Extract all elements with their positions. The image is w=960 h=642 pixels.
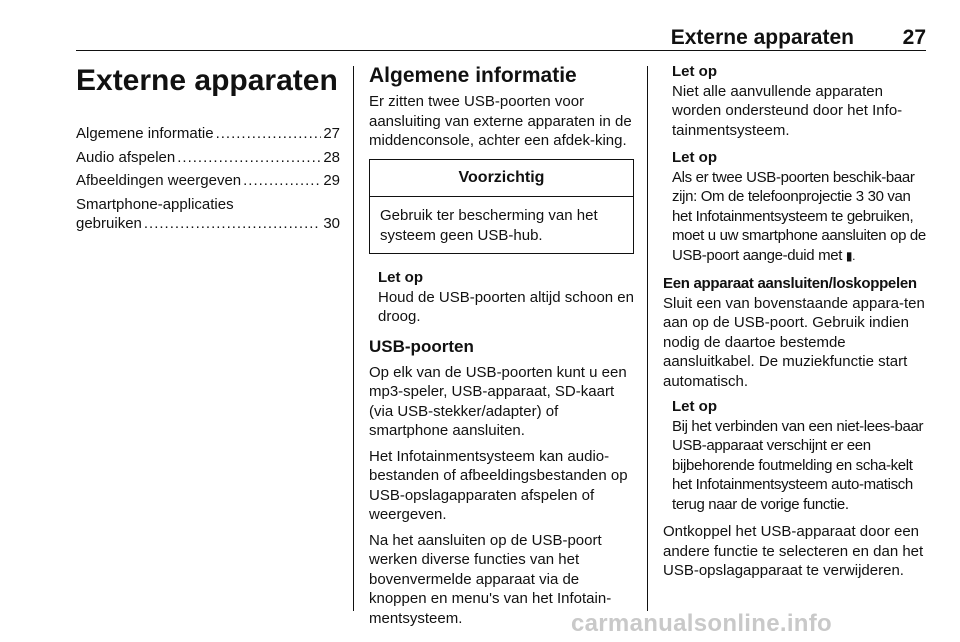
toc-label: Afbeeldingen weergeven bbox=[76, 172, 242, 189]
note-label: Let op bbox=[672, 63, 717, 80]
subsection-heading: USB-poorten bbox=[369, 336, 474, 356]
chapter-title: Externe apparaten bbox=[76, 64, 338, 97]
note-label: Let op bbox=[672, 398, 717, 415]
toc-item[interactable] bbox=[76, 148, 340, 168]
toc-item[interactable] bbox=[76, 171, 340, 191]
paragraph: Er zitten twee USB-poorten voor aansluiting van externe apparaten in de middenconsole, achter een afdek-king. bbox=[369, 93, 632, 149]
warning-title: Voorzichtig bbox=[370, 160, 633, 198]
header-title: Externe apparaten bbox=[670, 26, 854, 49]
warning-text: Gebruik ter bescherming van het systeem geen USB-hub. bbox=[380, 207, 598, 244]
toc-page: 27 bbox=[323, 125, 340, 142]
toc-leader bbox=[144, 214, 321, 234]
toc-page: 28 bbox=[323, 148, 340, 166]
toc-label: Smartphone-applicaties bbox=[76, 195, 234, 213]
page-header bbox=[76, 24, 926, 51]
note-label: Let op bbox=[672, 149, 717, 166]
toc-page: 29 bbox=[323, 172, 340, 189]
column-toc bbox=[76, 62, 340, 238]
toc-label: Algemene informatie bbox=[76, 125, 214, 142]
column-divider bbox=[353, 66, 354, 611]
note-label: Let op bbox=[378, 269, 423, 286]
note-text: Houd de USB-poorten altijd schoon en droog. bbox=[378, 288, 634, 325]
paragraph: Op elk van de USB-poorten kunt u een mp3-speler, USB-apparaat, SD-kaart (via USB-stekker/adapter) of smartphone aansluiten. bbox=[369, 363, 627, 439]
page-number: 27 bbox=[902, 26, 926, 49]
toc-item[interactable] bbox=[76, 124, 340, 144]
note bbox=[672, 62, 927, 140]
toc-leader bbox=[216, 124, 322, 144]
paragraph: Het Infotainmentsysteem kan audio-bestanden of afbeeldingsbestanden op USB-opslagapparaten afspelen of weergeven. bbox=[369, 447, 628, 523]
note bbox=[672, 148, 927, 266]
usb-phone-icon: ▮. bbox=[845, 248, 856, 263]
subsection-heading: Een apparaat aansluiten/loskoppelen bbox=[663, 275, 917, 292]
paragraph: Sluit een van bovenstaande appara-ten aan op de USB-poort. Gebruik indien nodig de daartoe bestemde aansluitkabel. De muziekfunctie start automatisch. bbox=[663, 294, 925, 390]
column-general-info bbox=[369, 62, 634, 634]
toc-item[interactable] bbox=[76, 195, 340, 234]
warning-box bbox=[369, 159, 634, 255]
paragraph: Ontkoppel het USB-apparaat door een andere functie te selecteren en dan het USB-opslagapparaat te verwijderen. bbox=[663, 523, 924, 579]
toc-label: Audio afspelen bbox=[76, 148, 176, 166]
page-reference-arrow-icon[interactable]: 3 bbox=[855, 188, 864, 205]
section-heading: Algemene informatie bbox=[369, 64, 577, 87]
note-text: Als er twee USB-poorten beschik-baar zijn: Om de telefoonprojectie bbox=[672, 168, 915, 205]
toc-page: 30 bbox=[323, 215, 340, 232]
toc-leader bbox=[243, 171, 321, 191]
toc-label: gebruiken bbox=[76, 215, 142, 232]
note-text: Niet alle aanvullende apparaten worden ondersteund door het Info-tainmentsysteem. bbox=[672, 82, 903, 139]
column-divider bbox=[647, 66, 648, 611]
note bbox=[378, 268, 634, 327]
note-text: Bij het verbinden van een niet-lees-baar USB-apparaat verschijnt er een bijbehorende foutmelding en scha-kelt het Infotainmentsysteem auto-matisch terug naar de vorige functie. bbox=[672, 417, 924, 513]
paragraph: Na het aansluiten op de USB-poort werken diverse functies van het bovenvermelde apparaat via de knoppen en menu's van het Infotain-mentsysteem. bbox=[369, 531, 612, 627]
column-connection bbox=[663, 62, 927, 587]
note-text: 30 van het Infotainmentsysteem te gebruiken, moet u uw smartphone aansluiten op de USB-poort aange-duid met bbox=[672, 188, 926, 264]
toc-leader bbox=[177, 148, 321, 168]
watermark: carmanualsonline.info bbox=[571, 610, 833, 637]
note bbox=[672, 397, 927, 514]
